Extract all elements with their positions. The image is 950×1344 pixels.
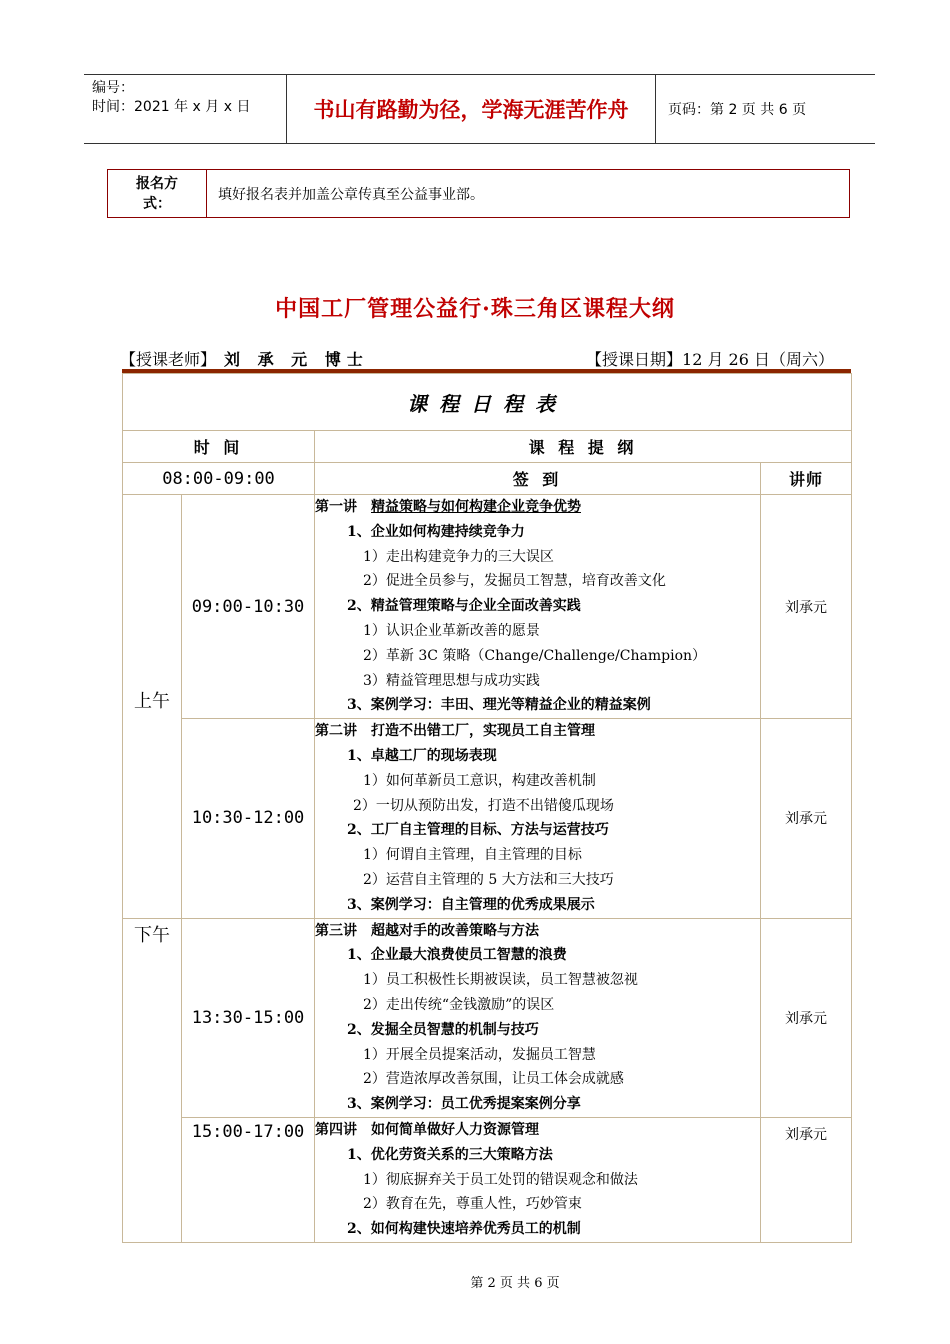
outline-subitem: 3）精益管理思想与成功实践 (363, 672, 540, 689)
outline-item: 2、发掘全员智慧的机制与技巧 (347, 1021, 539, 1038)
time-label: 时间：2021 年 x 月 x 日 (92, 99, 251, 115)
lecturer-header: 讲师 (761, 463, 852, 495)
registration-label: 报名方式： (108, 170, 207, 217)
outline-subitem: 1）何谓自主管理，自主管理的目标 (363, 847, 582, 864)
checkin-time: 08:00-09:00 (123, 463, 315, 495)
outline-item: 3、案例学习：自主管理的优秀成果展示 (347, 896, 595, 913)
session-time: 15:00-17:00 (182, 1117, 315, 1242)
checkin-label: 签 到 (315, 463, 761, 495)
outline-item: 1、企业最大浪费使员工智慧的浪费 (347, 947, 567, 964)
lecture-number: 第一讲 (315, 499, 357, 515)
teacher-line (120, 347, 369, 370)
outline-subitem: 2）教育在先，尊重人性，巧妙管束 (363, 1196, 582, 1213)
outline-subitem: 1）如何革新员工意识，构建改善机制 (363, 772, 596, 789)
header-motto: 书山有路勤为径，学海无涯苦作舟 (286, 75, 656, 143)
session-time: 13:30-15:00 (182, 918, 315, 1117)
registration-box (107, 169, 850, 218)
lecture-number: 第四讲 (315, 1121, 357, 1138)
session-content (315, 719, 761, 918)
teacher-label: 【授课老师】 (120, 350, 217, 369)
period-am: 上午 (123, 495, 182, 919)
outline-item: 2、工厂自主管理的目标、方法与运营技巧 (347, 822, 609, 839)
page-header (84, 74, 875, 144)
outline-subitem: 1）彻底摒弃关于员工处罚的错误观念和做法 (363, 1171, 638, 1188)
registration-value: 填好报名表并加盖公章传真至公益事业部。 (218, 186, 484, 203)
outline-subitem: 1）员工积极性长期被误读，员工智慧被忽视 (363, 972, 638, 989)
outline-item: 2、精益管理策略与企业全面改善实践 (347, 598, 581, 615)
outline-subitem: 1）走出构建竞争力的三大误区 (363, 548, 554, 565)
outline-item: 2、如何构建快速培养优秀员工的机制 (347, 1221, 581, 1238)
session-content (315, 918, 761, 1117)
date-label: 【授课日期】 (586, 350, 683, 369)
outline-item: 1、卓越工厂的现场表现 (347, 747, 497, 764)
period-pm: 下午 (123, 918, 182, 1242)
outline-item: 1、企业如何构建持续竞争力 (347, 523, 525, 540)
outline-subitem: 2）一切从预防出发，打造不出错傻瓜现场 (353, 797, 614, 814)
date-value: 12 月 26 日（周六） (682, 350, 834, 369)
session-lecturer: 刘承元 (761, 495, 852, 719)
lecture-heading (315, 919, 760, 944)
lecture-number: 第三讲 (315, 922, 357, 939)
lecture-title: 打造不出错工厂，实现员工自主管理 (371, 723, 595, 740)
schedule-caption: 课程日程表 (123, 374, 852, 431)
session-content (315, 495, 761, 719)
number-label: 编号： (92, 80, 134, 96)
outline-subitem: 2）营造浓厚改善氛围，让员工体会成就感 (363, 1071, 624, 1088)
date-line (586, 347, 834, 370)
session-lecturer: 刘承元 (761, 1117, 852, 1242)
lecture-heading (315, 1118, 760, 1143)
lecture-title: 精益策略与如何构建企业竞争优势 (371, 499, 581, 515)
outline-item: 3、案例学习：丰田、理光等精益企业的精益案例 (347, 697, 651, 714)
outline-subitem: 1）认识企业革新改善的愿景 (363, 622, 540, 639)
outline-item: 3、案例学习：员工优秀提案案例分享 (347, 1096, 581, 1113)
outline-subitem: 1）开展全员提案活动，发掘员工智慧 (363, 1046, 596, 1063)
outline-subitem: 2）促进全员参与，发掘员工智慧，培育改善文化 (363, 573, 666, 590)
lecture-title: 超越对手的改善策略与方法 (371, 922, 539, 939)
outline-subitem: 2）运营自主管理的 5 大方法和三大技巧 (363, 871, 614, 888)
session-time: 10:30-12:00 (182, 719, 315, 918)
outline-subitem: 2）走出传统“金钱激励”的误区 (363, 996, 555, 1013)
teacher-name: 刘 承 元 博士 (224, 350, 369, 369)
header-time: 时 间 (123, 431, 315, 463)
outline-item: 1、优化劳资关系的三大策略方法 (347, 1146, 553, 1163)
lecture-number: 第二讲 (315, 723, 357, 740)
lecture-heading (315, 719, 760, 744)
schedule-table (122, 373, 852, 1243)
page-footer: 第 2 页 共 6 页 (470, 1276, 560, 1291)
header-outline: 课 程 提 纲 (315, 431, 852, 463)
lecture-heading (315, 495, 760, 520)
session-time: 09:00-10:30 (182, 495, 315, 719)
session-lecturer: 刘承元 (761, 918, 852, 1117)
session-content (315, 1117, 761, 1242)
header-meta (84, 75, 286, 143)
header-page-info: 页码：第 2 页 共 6 页 (668, 102, 807, 118)
outline-subitem: 2）革新 3C 策略（Change/Challenge/Champion） (363, 647, 707, 664)
page-title: 中国工厂管理公益行·珠三角区课程大纲 (275, 296, 675, 322)
lecture-title: 如何简单做好人力资源管理 (371, 1121, 539, 1138)
session-lecturer: 刘承元 (761, 719, 852, 918)
